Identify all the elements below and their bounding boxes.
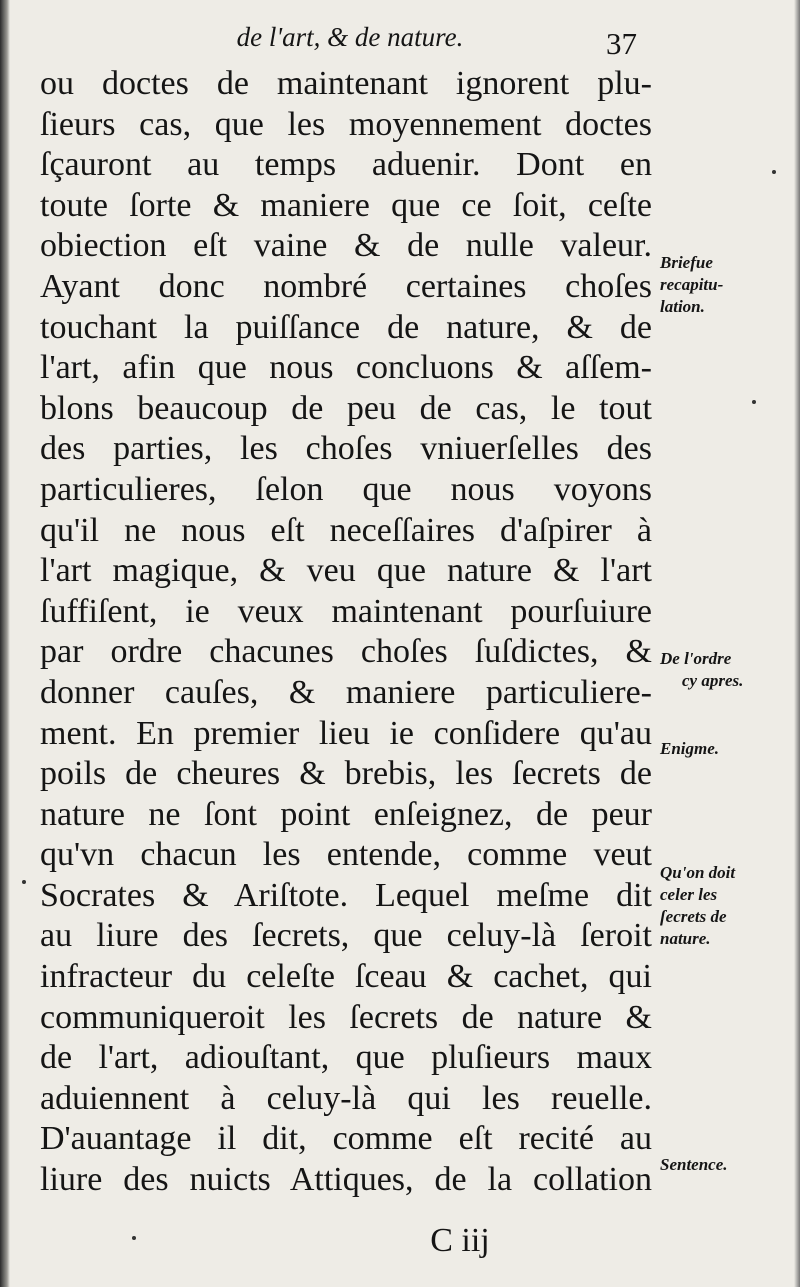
print-speck [22,880,26,884]
margin-note-line: De l'ordre [660,649,732,668]
body-line: Ayant donc nombré certaines choſes [40,267,652,305]
margin-note-enigme [660,738,772,760]
body-line: par ordre chacunes choſes ſuſdictes, & [40,633,652,671]
margin-note-line: cy apres. [682,671,744,690]
page-gutter-shadow [0,0,10,1287]
body-line: qu'il ne nous eſt neceſſaires d'aſpirer à [40,511,652,549]
body-line: nature ne ſont point enſeignez, de peur [40,795,652,833]
signature-mark: C iij [430,1222,490,1259]
body-line: poils de cheures & brebis, les ſecrets de [40,755,652,793]
body-line: au liure des ſecrets, que celuy-là ſeroit [40,917,652,955]
body-line: qu'vn chacun les entende, comme veut [40,836,652,874]
body-line: ſieurs cas, que les moyennement doctes [40,105,652,143]
print-speck [752,400,756,404]
running-head: de l'art, & de nature. [236,22,464,52]
body-line: D'auantage il dit, comme eſt recité au [40,1120,652,1158]
margin-note-line: Briefue [660,253,713,272]
margin-note-line: nature. [660,929,711,948]
print-speck [132,1236,136,1240]
body-line: des parties, les choſes vniuerſelles des [40,430,652,468]
margin-note-line: Sentence. [660,1155,728,1174]
body-line: touchant la puiſſance de nature, & de [40,308,652,346]
margin-note-line: celer les [660,885,718,904]
body-line: communiqueroit les ſecrets de nature & [40,998,652,1036]
body-line: particulieres, ſelon que nous voyons [40,470,652,508]
body-text [40,64,652,1201]
body-line: obiection eſt vaine & de nulle valeur. [40,227,652,265]
body-line: infracteur du celeſte ſceau & cachet, qui [40,958,652,996]
body-line: Socrates & Ariſtote. Lequel meſme dit [40,876,652,914]
margin-note-briefue [660,252,772,318]
body-line: blons beaucoup de peu de cas, le tout [40,389,652,427]
margin-note-line: recapitu- [660,275,724,294]
page-edge-shadow [794,0,800,1287]
body-line: ment. En premier lieu ie conſidere qu'au [40,714,652,752]
body-line: l'art magique, & veu que nature & l'art [40,552,652,590]
margin-note-line: Enigme. [660,739,720,758]
margin-note-ordre [660,648,772,692]
body-line: donner cauſes, & maniere particuliere- [40,673,652,711]
margin-note-celer [660,862,772,950]
body-line: l'art, afin que nous concluons & aſſem- [40,349,652,387]
margin-note-line: ſecrets de [660,907,727,926]
margin-note-sentence [660,1154,772,1176]
body-line: de l'art, adiouſtant, que pluſieurs maux [40,1039,652,1077]
margin-note-line: lation. [660,297,705,316]
body-line: liure des nuicts Attiques, de la collation [40,1161,652,1199]
body-line: ſçauront au temps aduenir. Dont en [40,146,652,184]
page-number: 37 [606,26,637,61]
margin-note-line: Qu'on doit [660,863,736,882]
body-line: ſuffiſent, ie veux maintenant pourſuiure [40,592,652,630]
body-line: toute ſorte & maniere que ce ſoit, ceſte [40,186,652,224]
body-line: ou doctes de maintenant ignorent plu- [40,65,652,102]
body-line: aduiennent à celuy-là qui les reuelle. [40,1079,652,1117]
print-speck [772,170,776,174]
